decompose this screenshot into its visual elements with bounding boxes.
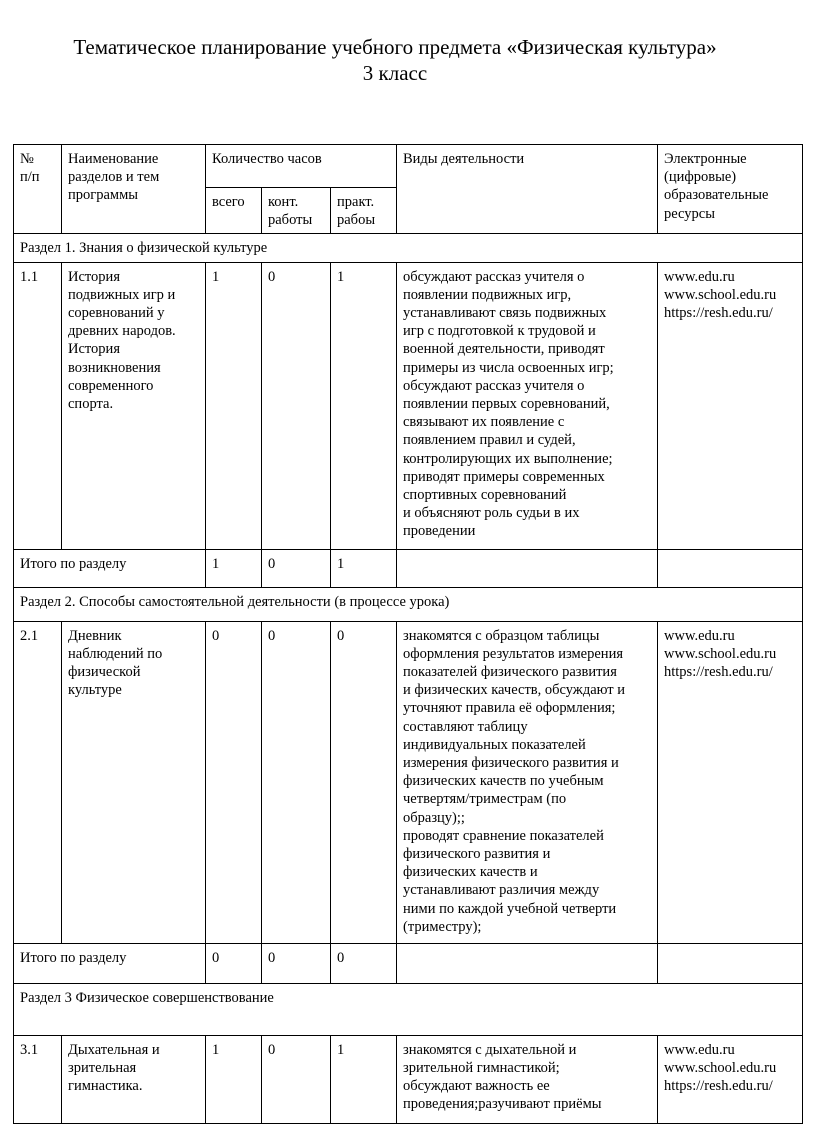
title-line-1: Тематическое планирование учебного предмета «Физическая культура» [73, 35, 717, 59]
document-title [0, 34, 790, 86]
header-resources: Электронные (цифровые) образовательные ресурсы [658, 145, 803, 234]
section-title: Раздел 3 Физическое совершенствование [14, 983, 803, 1035]
row-total: 1 [206, 262, 262, 549]
section-1-title-row [14, 234, 803, 262]
section-2-title-row [14, 587, 803, 621]
row-name: Дневник наблюдений по физической культуре [62, 621, 206, 943]
subtotal-practical: 1 [331, 549, 397, 587]
subtotal-total: 0 [206, 943, 262, 983]
row-control: 0 [262, 262, 331, 549]
row-practical: 1 [331, 1035, 397, 1123]
table-row [14, 262, 803, 549]
row-activities: знакомятся с дыхательной и зрительной гимнастикой; обсуждают важность ее проведения;разучивают приёмы [397, 1035, 658, 1123]
header-total: всего [206, 188, 262, 234]
subtotal-label: Итого по разделу [14, 549, 206, 587]
table-row [14, 1035, 803, 1123]
header-activities: Виды деятельности [397, 145, 658, 234]
row-resources: www.edu.ru www.school.edu.ru https://resh.edu.ru/ [658, 1035, 803, 1123]
section-title: Раздел 1. Знания о физической культуре [14, 234, 803, 262]
row-activities: обсуждают рассказ учителя о появлении подвижных игр, устанавливают связь подвижных игр с подготовкой к трудовой и военной деятельности, приводят примеры из числа освоенных игр; обсуждают рассказ учителя о появлении первых соревнований, связывают их появление с появлением правил и судей, контролирующих их выполнение; приводят примеры современных спортивных соревнований и объясняют роль судьи в их проведении [397, 262, 658, 549]
header-hours: Количество часов [206, 145, 397, 188]
header-num: № п/п [14, 145, 62, 234]
section-title: Раздел 2. Способы самостоятельной деятельности (в процессе урока) [14, 587, 803, 621]
row-name: История подвижных игр и соревнований у древних народов. История возникновения современного спорта. [62, 262, 206, 549]
row-resources: www.edu.ru www.school.edu.ru https://resh.edu.ru/ [658, 621, 803, 943]
row-num: 3.1 [14, 1035, 62, 1123]
subtotal-resources-empty [658, 549, 803, 587]
header-row-1 [14, 145, 803, 188]
subtotal-row [14, 943, 803, 983]
planning-table [13, 144, 803, 1124]
row-control: 0 [262, 621, 331, 943]
row-activities: знакомятся с образцом таблицы оформления результатов измерения показателей физического развития и физических качеств, обсуждают и уточняют правила её оформления; составляют таблицу индивидуальных показателей измерения физического развития и физических качеств по учебным четвертям/триместрам (по образцу);; проводят сравнение показателей физического развития и физических качеств и устанавливают различия между ними по каждой учебной четверти (триместру); [397, 621, 658, 943]
row-total: 1 [206, 1035, 262, 1123]
row-name: Дыхательная и зрительная гимнастика. [62, 1035, 206, 1123]
subtotal-resources-empty [658, 943, 803, 983]
header-control: конт. работы [262, 188, 331, 234]
table-row [14, 621, 803, 943]
subtotal-label: Итого по разделу [14, 943, 206, 983]
subtotal-control: 0 [262, 549, 331, 587]
section-3-title-row [14, 983, 803, 1035]
row-total: 0 [206, 621, 262, 943]
row-resources: www.edu.ru www.school.edu.ru https://resh.edu.ru/ [658, 262, 803, 549]
title-line-2: 3 класс [362, 61, 428, 85]
row-num: 1.1 [14, 262, 62, 549]
row-practical: 0 [331, 621, 397, 943]
row-control: 0 [262, 1035, 331, 1123]
subtotal-total: 1 [206, 549, 262, 587]
row-practical: 1 [331, 262, 397, 549]
subtotal-practical: 0 [331, 943, 397, 983]
subtotal-control: 0 [262, 943, 331, 983]
header-practical: практ. рабоы [331, 188, 397, 234]
row-num: 2.1 [14, 621, 62, 943]
subtotal-row [14, 549, 803, 587]
subtotal-activities-empty [397, 549, 658, 587]
subtotal-activities-empty [397, 943, 658, 983]
header-name: Наименование разделов и тем программы [62, 145, 206, 234]
